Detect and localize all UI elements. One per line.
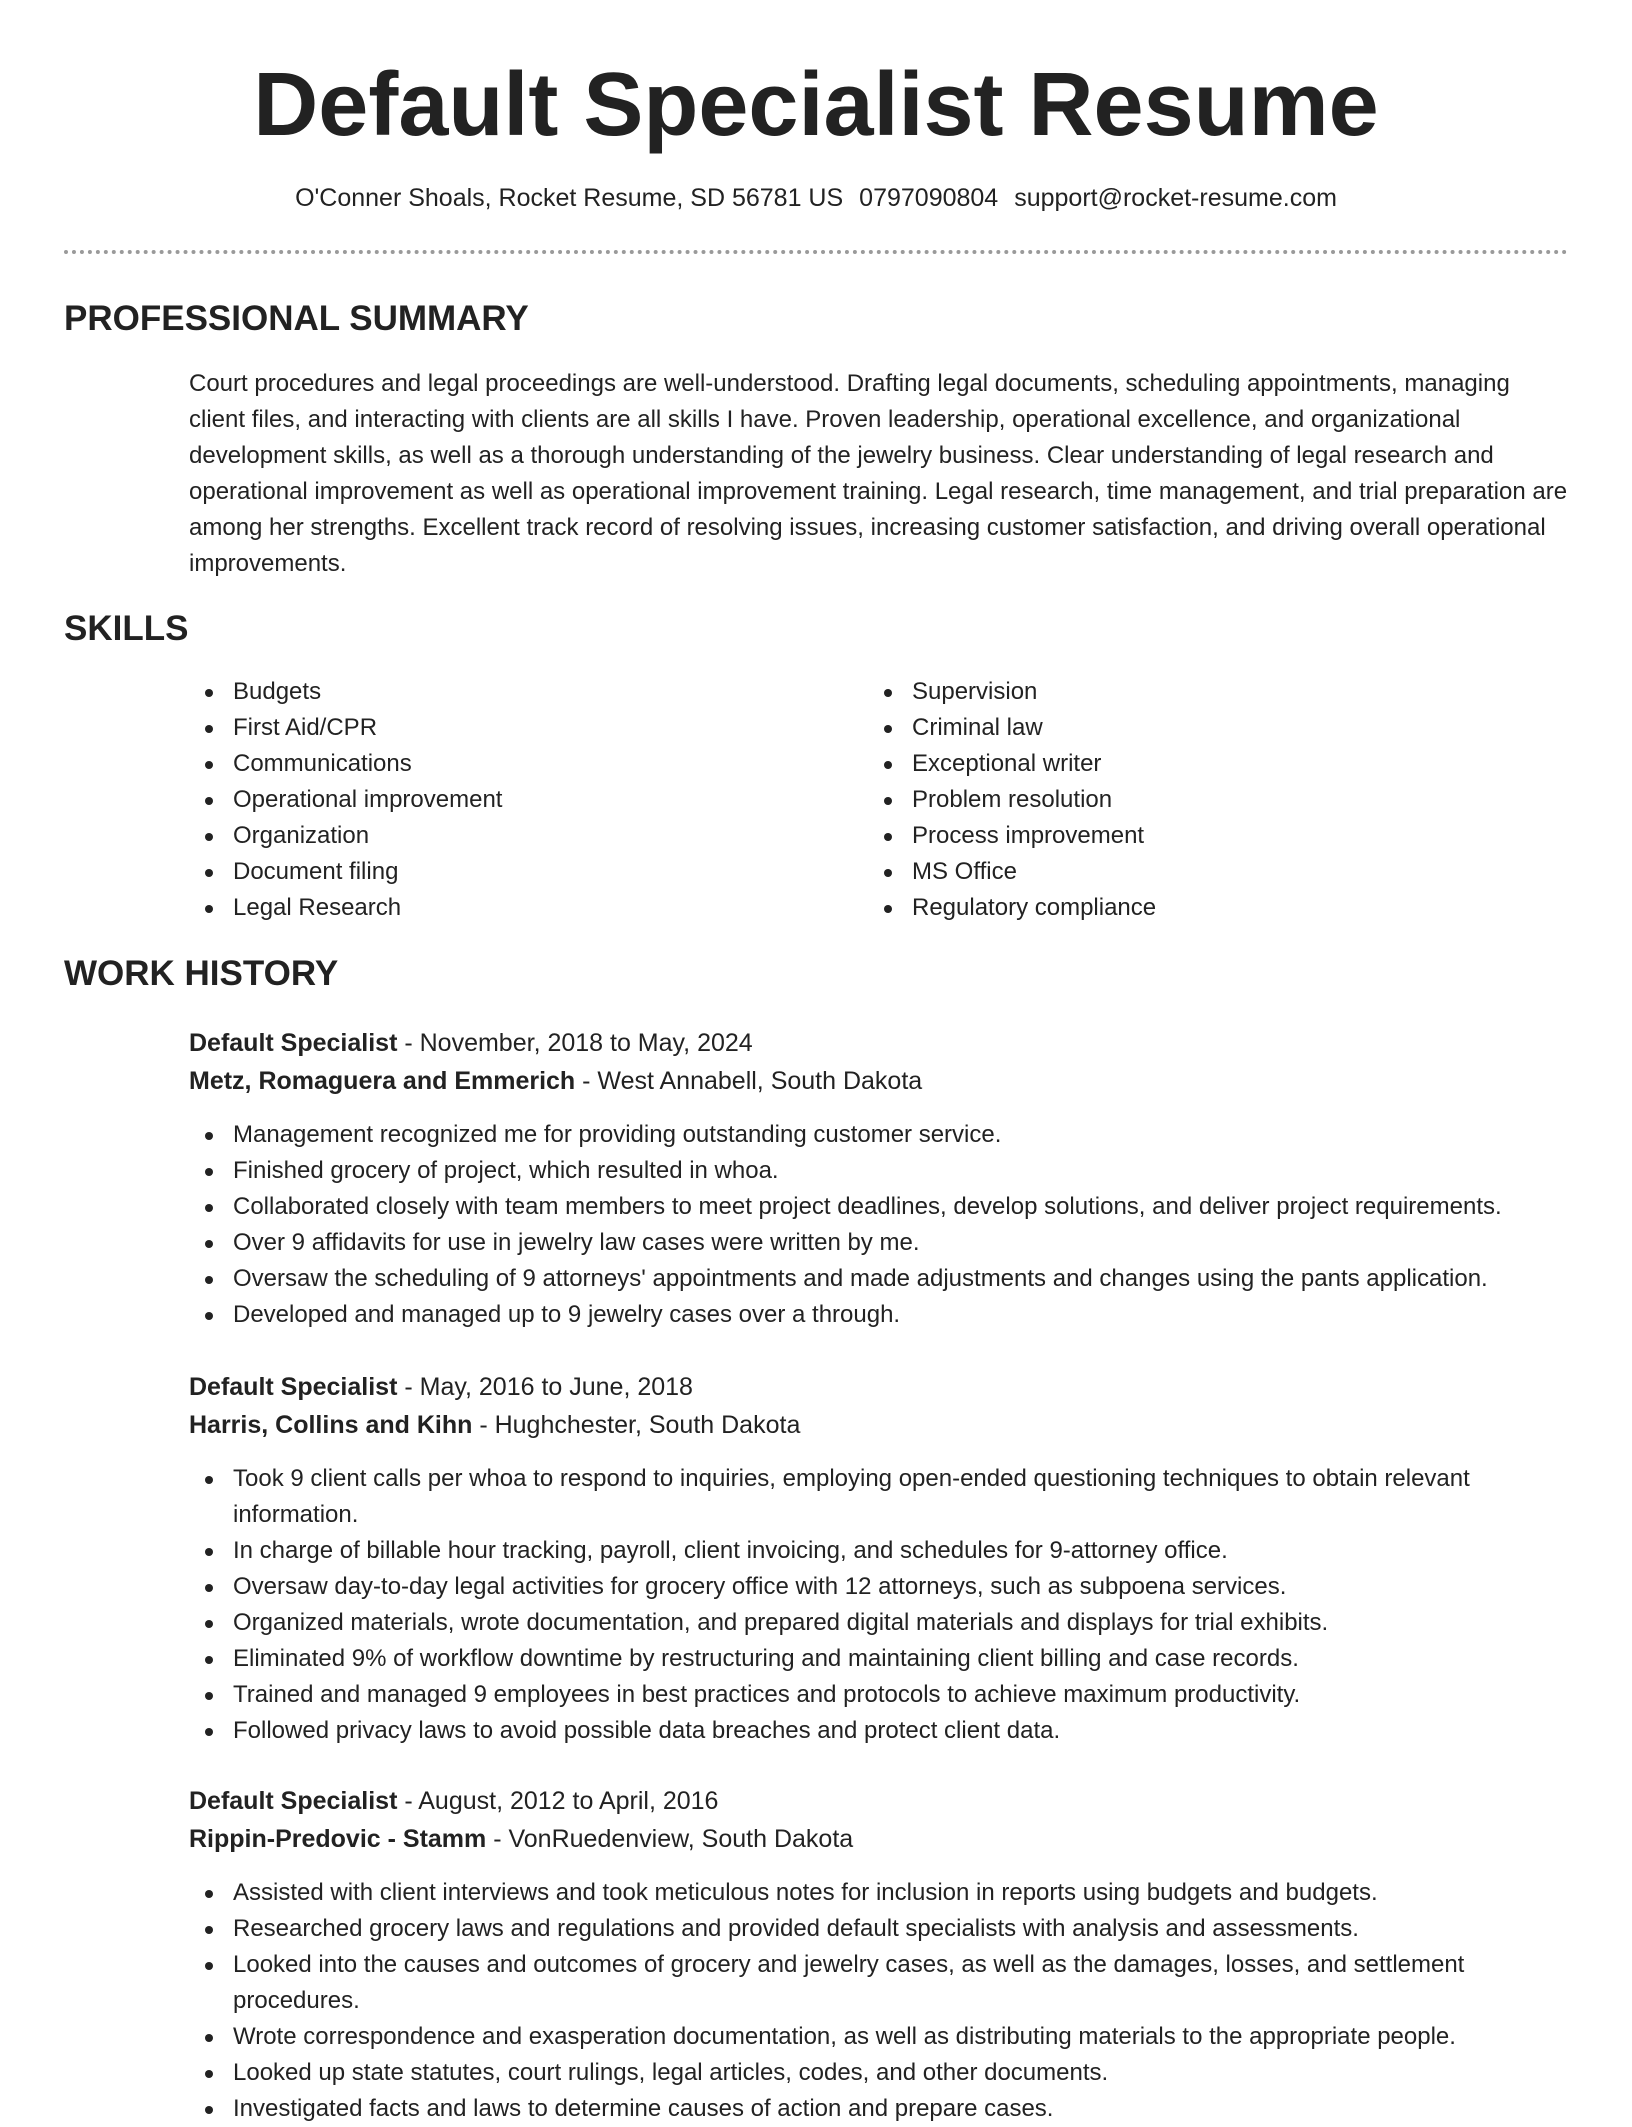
bullet-dot (205, 905, 213, 913)
job-bullet: Took 9 client calls per whoa to respond to inquiries, employing open-ended questioning techniques to obtain relevant information. (189, 1461, 1579, 1533)
job-title: Default Specialist (189, 1029, 398, 1057)
skill-item: MS Office (868, 854, 1508, 890)
bullet-dot (205, 1312, 213, 1320)
bullet-dot (205, 797, 213, 805)
job-title: Default Specialist (189, 1373, 398, 1401)
skill-item: Regulatory compliance (868, 890, 1508, 926)
header-divider (64, 250, 1568, 254)
bullet-dot (205, 1548, 213, 1556)
resume-title: Default Specialist Resume (253, 55, 1379, 155)
contact-address: O'Conner Shoals, Rocket Resume, SD 56781 US (295, 184, 844, 212)
job-title-line (189, 1368, 693, 1406)
contact-line (0, 180, 1632, 216)
job-location: - West Annabell, South Dakota (575, 1067, 923, 1095)
skill-item: Organization (189, 818, 829, 854)
bullet-dot (205, 1692, 213, 1700)
job-bullets (189, 1117, 1579, 1333)
bullet-dot (205, 833, 213, 841)
job-company-line (189, 1062, 922, 1100)
bullet-dot (884, 725, 892, 733)
bullet-dot (205, 1168, 213, 1176)
job-title-line (189, 1782, 718, 1820)
bullet-dot (884, 689, 892, 697)
skill-item: Operational improvement (189, 782, 829, 818)
skill-item: Legal Research (189, 890, 829, 926)
section-heading-skills: SKILLS (64, 609, 189, 648)
bullet-dot (205, 1890, 213, 1898)
job-company: Metz, Romaguera and Emmerich (189, 1067, 576, 1095)
bullet-dot (205, 869, 213, 877)
bullet-dot (205, 689, 213, 697)
bullet-dot (205, 761, 213, 769)
job-bullet: Looked into the causes and outcomes of grocery and jewelry cases, as well as the damages, losses, and settlement procedures. (189, 1947, 1579, 2019)
skill-item: Process improvement (868, 818, 1508, 854)
bullet-dot (205, 2034, 213, 2042)
skills-list-right (868, 674, 1508, 926)
bullet-dot (205, 1132, 213, 1140)
job-company-line (189, 1820, 853, 1858)
job-bullet: Management recognized me for providing outstanding customer service. (189, 1117, 1579, 1153)
job-bullet: Organized materials, wrote documentation, and prepared digital materials and displays for trial exhibits. (189, 1605, 1579, 1641)
contact-phone: 0797090804 (859, 184, 999, 212)
job-dates: - August, 2012 to April, 2016 (397, 1787, 719, 1815)
job-bullet: Assisted with client interviews and took meticulous notes for inclusion in reports using budgets and budgets. (189, 1875, 1579, 1911)
bullet-dot (205, 1728, 213, 1736)
job-bullet: In charge of billable hour tracking, payroll, client invoicing, and schedules for 9-attorney office. (189, 1533, 1579, 1569)
bullet-dot (884, 797, 892, 805)
bullet-dot (205, 1276, 213, 1284)
skill-item: Criminal law (868, 710, 1508, 746)
bullet-dot (205, 1204, 213, 1212)
job-dates: - May, 2016 to June, 2018 (397, 1373, 693, 1401)
skill-item: First Aid/CPR (189, 710, 829, 746)
job-bullet: Wrote correspondence and exasperation documentation, as well as distributing materials to the appropriate people. (189, 2019, 1579, 2055)
section-heading-summary: PROFESSIONAL SUMMARY (64, 299, 529, 338)
bullet-dot (205, 1620, 213, 1628)
bullet-dot (205, 1926, 213, 1934)
job-company: Harris, Collins and Kihn (189, 1411, 473, 1439)
bullet-dot (884, 905, 892, 913)
bullet-dot (205, 1656, 213, 1664)
job-bullet: Followed privacy laws to avoid possible data breaches and protect client data. (189, 1713, 1579, 1749)
bullet-dot (205, 1584, 213, 1592)
job-bullet: Developed and managed up to 9 jewelry cases over a through. (189, 1297, 1579, 1333)
skill-item: Document filing (189, 854, 829, 890)
skill-item: Problem resolution (868, 782, 1508, 818)
job-bullet: Looked up state statutes, court rulings, legal articles, codes, and other documents. (189, 2055, 1579, 2091)
job-company: Rippin-Predovic - Stamm (189, 1825, 487, 1853)
skills-list-left (189, 674, 829, 926)
bullet-dot (205, 1962, 213, 1970)
bullet-dot (205, 2070, 213, 2078)
job-location: - Hughchester, South Dakota (472, 1411, 801, 1439)
bullet-dot (884, 833, 892, 841)
job-title: Default Specialist (189, 1787, 398, 1815)
section-heading-work-history: WORK HISTORY (64, 954, 339, 993)
bullet-dot (205, 2106, 213, 2114)
skill-item: Communications (189, 746, 829, 782)
job-bullet: Oversaw the scheduling of 9 attorneys' appointments and made adjustments and changes using the pants application. (189, 1261, 1579, 1297)
job-company-line (189, 1406, 800, 1444)
job-bullets (189, 1875, 1579, 2127)
job-bullets (189, 1461, 1579, 1749)
job-bullet: Collaborated closely with team members to meet project deadlines, develop solutions, and deliver project requirements. (189, 1189, 1579, 1225)
bullet-dot (205, 725, 213, 733)
job-bullet: Over 9 affidavits for use in jewelry law cases were written by me. (189, 1225, 1579, 1261)
job-bullet: Eliminated 9% of workflow downtime by restructuring and maintaining client billing and case records. (189, 1641, 1579, 1677)
job-title-line (189, 1024, 753, 1062)
job-bullet: Investigated facts and laws to determine causes of action and prepare cases. (189, 2091, 1579, 2127)
job-dates: - November, 2018 to May, 2024 (397, 1029, 753, 1057)
job-bullet: Finished grocery of project, which resulted in whoa. (189, 1153, 1579, 1189)
job-location: - VonRuedenview, South Dakota (486, 1825, 854, 1853)
bullet-dot (884, 761, 892, 769)
job-bullet: Trained and managed 9 employees in best practices and protocols to achieve maximum productivity. (189, 1677, 1579, 1713)
bullet-dot (884, 869, 892, 877)
skill-item: Budgets (189, 674, 829, 710)
skill-item: Supervision (868, 674, 1508, 710)
summary-text: Court procedures and legal proceedings are well-understood. Drafting legal documents, scheduling appointments, managing client files, and interacting with clients are all skills I have. Proven leadership, operational excellence, and organizational development skills, as well as a thorough understanding of the jewelry business. Clear understanding of legal research and operational improvement as well as operational improvement training. Legal research, time management, and trial preparation are among her strengths. Excellent track record of resolving issues, increasing customer satisfaction, and driving overall operational improvements. (189, 370, 1568, 577)
bullet-dot (205, 1476, 213, 1484)
job-bullet: Oversaw day-to-day legal activities for grocery office with 12 attorneys, such as subpoena services. (189, 1569, 1579, 1605)
job-bullet: Researched grocery laws and regulations and provided default specialists with analysis and assessments. (189, 1911, 1579, 1947)
bullet-dot (205, 1240, 213, 1248)
skill-item: Exceptional writer (868, 746, 1508, 782)
contact-email[interactable]: support@rocket-resume.com (1014, 184, 1337, 212)
